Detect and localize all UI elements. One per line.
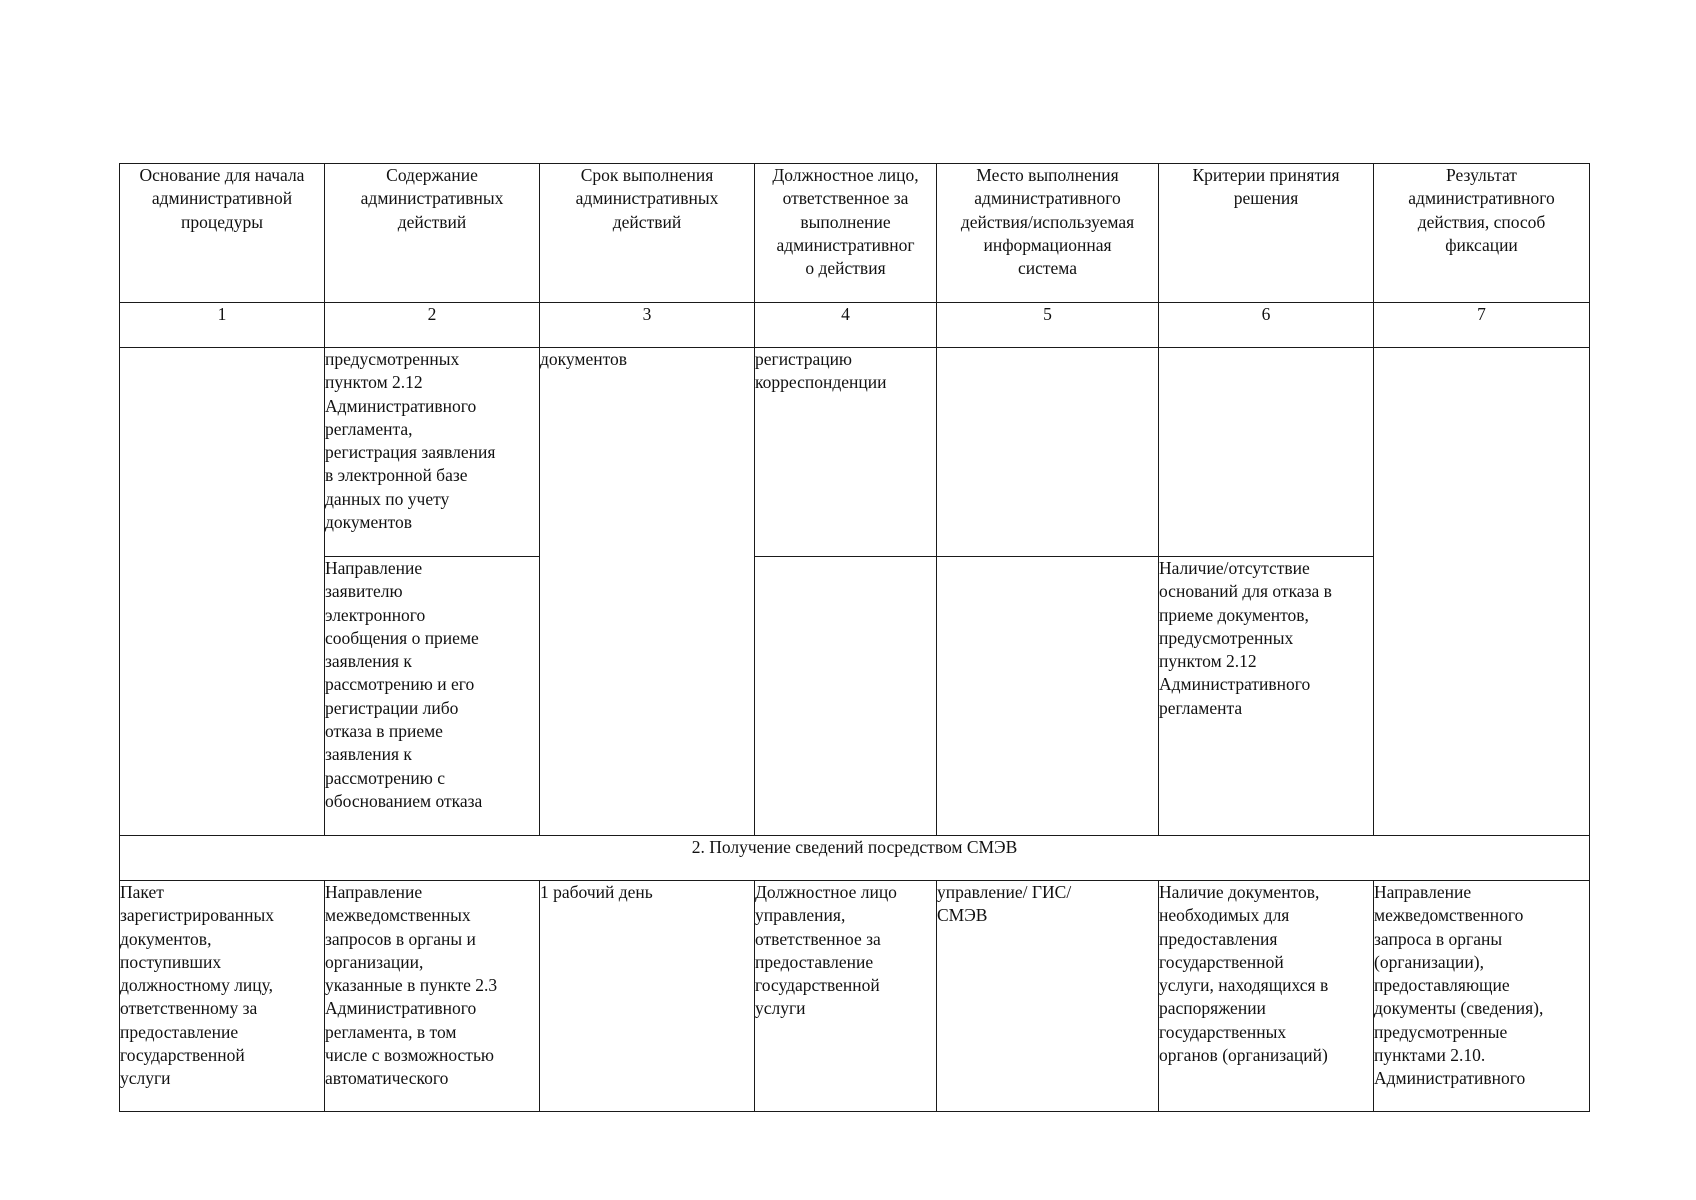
text-line: органов (организаций) xyxy=(1159,1045,1328,1066)
column-number-7: 7 xyxy=(1374,303,1590,348)
text-line: 1 рабочий день xyxy=(540,882,653,902)
text-line: ответственному за xyxy=(120,998,258,1019)
text-line: рассмотрению и его xyxy=(325,674,475,695)
text-line: заявителю xyxy=(325,581,403,602)
text-line: управление/ ГИС/ xyxy=(937,882,1072,902)
text-line: административного xyxy=(1408,188,1555,209)
procedure-table xyxy=(119,163,1590,1112)
row3-official-cell xyxy=(755,881,937,1112)
text-line: предусмотренных xyxy=(1159,627,1294,648)
text-line: документов xyxy=(325,512,413,533)
row2-place-cell xyxy=(937,557,1159,836)
column-number-row xyxy=(120,303,1590,348)
text-line: регистрация заявления xyxy=(325,442,496,463)
text-line: процедуры xyxy=(181,211,263,232)
row1-place-cell xyxy=(937,348,1159,557)
text-line: необходимых для xyxy=(1159,905,1290,926)
text-line: Направление xyxy=(1374,882,1472,902)
text-line: пунктом 2.12 xyxy=(1159,651,1257,672)
text-line: запроса в органы xyxy=(1374,928,1503,949)
text-line: Результат xyxy=(1446,165,1517,185)
header-cell-2 xyxy=(325,164,540,303)
text-line: фиксации xyxy=(1445,234,1518,255)
text-line: действия/используемая xyxy=(960,211,1135,232)
text-line: запросов в органы и xyxy=(325,928,476,949)
text-line: государственной xyxy=(755,975,880,996)
header-cell-6 xyxy=(1159,164,1374,303)
text-line: Пакет xyxy=(120,882,164,902)
text-line: услуги xyxy=(120,1068,171,1089)
header-row xyxy=(120,164,1590,303)
row3-place-cell xyxy=(937,881,1159,1112)
text-line: регламента, в том xyxy=(325,1021,457,1042)
text-line: сообщения о приеме xyxy=(325,627,479,648)
row1-criteria-cell xyxy=(1159,348,1374,557)
header-cell-4 xyxy=(755,164,937,303)
text-line: отказа в приеме xyxy=(325,721,443,742)
text-line: Административного xyxy=(325,395,477,416)
column-number-6: 6 xyxy=(1159,303,1374,348)
text-line: административного xyxy=(974,188,1121,209)
text-line: предусмотренные xyxy=(1374,1021,1508,1042)
row2-criteria-cell xyxy=(1159,557,1374,836)
text-line: документы (сведения), xyxy=(1374,998,1544,1019)
text-line: указанные в пункте 2.3 xyxy=(325,975,498,996)
text-line: Место выполнения xyxy=(976,165,1119,185)
text-line: в электронной базе xyxy=(325,465,468,486)
text-line: пунктами 2.10. xyxy=(1374,1045,1486,1066)
row1-term-cell xyxy=(540,348,755,836)
text-line: электронного xyxy=(325,604,426,625)
table-row xyxy=(120,348,1590,557)
text-line: управления, xyxy=(755,905,846,926)
row2-official-cell xyxy=(755,557,937,836)
text-line: государственной xyxy=(1159,951,1284,972)
row3-result-cell xyxy=(1374,881,1590,1112)
text-line: регламента, xyxy=(325,418,413,439)
text-line: информационная xyxy=(983,234,1112,255)
text-line: Должностное лицо xyxy=(755,882,897,902)
row3-term-cell xyxy=(540,881,755,1112)
text-line: данных по учету xyxy=(325,488,450,509)
text-line: Наличие/отсутствие xyxy=(1159,558,1310,578)
text-line: действий xyxy=(397,211,467,232)
text-line: предусмотренных xyxy=(325,349,460,369)
text-line: организации, xyxy=(325,951,424,972)
text-line: числе с возможностью xyxy=(325,1045,495,1066)
text-line: предоставляющие xyxy=(1374,975,1510,996)
text-line: о действия xyxy=(805,258,886,279)
text-line: Критерии принятия xyxy=(1192,165,1340,185)
row1-official-cell xyxy=(755,348,937,557)
text-line: заявления к xyxy=(325,651,412,672)
text-line: ответственное за xyxy=(782,188,909,209)
text-line: должностному лицу, xyxy=(120,975,274,996)
text-line: регистрацию xyxy=(755,349,853,369)
text-line: обоснованием отказа xyxy=(325,790,483,811)
text-line: Содержание xyxy=(386,165,478,185)
text-line: административных xyxy=(360,188,504,209)
text-line: приеме документов, xyxy=(1159,604,1309,625)
text-line: административных xyxy=(575,188,719,209)
text-line: услуги xyxy=(755,998,806,1019)
row1-result-cell xyxy=(1374,348,1590,836)
text-line: распоряжении xyxy=(1159,998,1266,1019)
text-line: зарегистрированных xyxy=(120,905,275,926)
text-line: Административного xyxy=(325,998,477,1019)
text-line: решения xyxy=(1233,188,1299,209)
column-number-2: 2 xyxy=(325,303,540,348)
text-line: Срок выполнения xyxy=(580,165,714,185)
section-title: 2. Получение сведений посредством СМЭВ xyxy=(120,836,1590,881)
text-line: административног xyxy=(776,234,915,255)
table-row xyxy=(120,881,1590,1112)
text-line: предоставление xyxy=(755,951,874,972)
text-line: регламента xyxy=(1159,697,1243,718)
row1-basis-cell xyxy=(120,348,325,836)
text-line: документов, xyxy=(120,928,212,949)
column-number-4: 4 xyxy=(755,303,937,348)
column-number-5: 5 xyxy=(937,303,1159,348)
text-line: межведомственного xyxy=(1374,905,1524,926)
text-line: регистрации либо xyxy=(325,697,459,718)
text-line: выполнение xyxy=(800,211,891,232)
text-line: административной xyxy=(151,188,293,209)
header-cell-7 xyxy=(1374,164,1590,303)
text-line: оснований для отказа в xyxy=(1159,581,1332,602)
text-line: Основание для начала xyxy=(139,165,305,185)
text-line: ответственное за xyxy=(755,928,881,949)
text-line: государственной xyxy=(120,1045,245,1066)
text-line: предоставления xyxy=(1159,928,1278,949)
text-line: заявления к xyxy=(325,744,412,765)
text-line: документов xyxy=(540,349,628,369)
text-line: Должностное лицо, xyxy=(772,165,919,185)
text-line: рассмотрению с xyxy=(325,767,445,788)
text-line: действия, способ xyxy=(1417,211,1546,232)
text-line: Административного xyxy=(1159,674,1311,695)
row3-content-cell xyxy=(325,881,540,1112)
header-cell-1 xyxy=(120,164,325,303)
section-row xyxy=(120,836,1590,881)
row3-basis-cell xyxy=(120,881,325,1112)
text-line: система xyxy=(1017,258,1078,279)
text-line: автоматического xyxy=(325,1068,449,1089)
text-line: услуги, находящихся в xyxy=(1159,975,1329,996)
text-line: корреспонденции xyxy=(755,372,887,393)
text-line: межведомственных xyxy=(325,905,471,926)
column-number-3: 3 xyxy=(540,303,755,348)
text-line: СМЭВ xyxy=(937,905,988,926)
text-line: пунктом 2.12 xyxy=(325,372,423,393)
text-line: государственных xyxy=(1159,1021,1287,1042)
column-number-1: 1 xyxy=(120,303,325,348)
header-cell-5 xyxy=(937,164,1159,303)
text-line: Наличие документов, xyxy=(1159,882,1320,902)
header-cell-3 xyxy=(540,164,755,303)
text-line: (организации), xyxy=(1374,951,1484,972)
row2-content-cell xyxy=(325,557,540,836)
text-line: Административного xyxy=(1374,1068,1526,1089)
text-line: действий xyxy=(612,211,682,232)
row1-content-cell xyxy=(325,348,540,557)
text-line: поступивших xyxy=(120,951,222,972)
table-row xyxy=(120,557,1590,836)
text-line: Направление xyxy=(325,882,423,902)
text-line: Направление xyxy=(325,558,423,578)
text-line: предоставление xyxy=(120,1021,239,1042)
row3-criteria-cell xyxy=(1159,881,1374,1112)
